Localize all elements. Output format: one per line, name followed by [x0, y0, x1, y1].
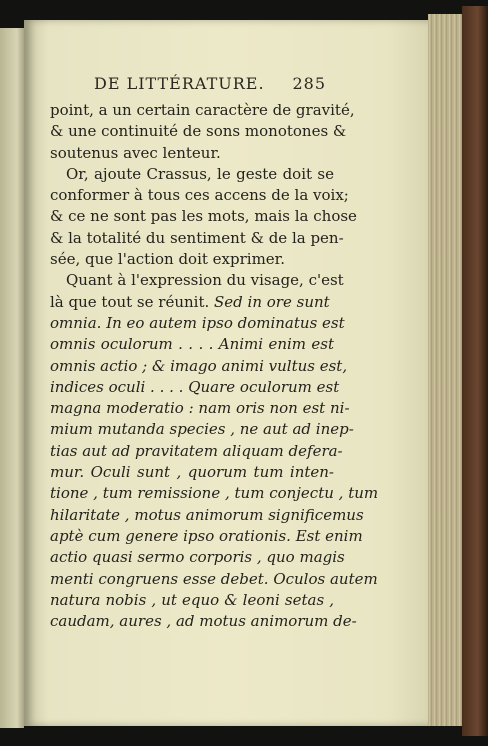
- roman-text: là que tout se réunit.: [50, 292, 210, 311]
- book-cover: [462, 6, 488, 736]
- latin-line: omnia. In eo autem ipso dominatus est: [50, 313, 345, 332]
- text-line: sée, que l'action doit exprimer.: [50, 250, 285, 269]
- latin-line: tione , tum remissione , tum conjectu , tum: [50, 484, 379, 503]
- page-text: [50, 100, 379, 632]
- running-header: [94, 74, 326, 98]
- text-line: conformer à tous ces accens de la voix;: [50, 186, 349, 205]
- latin-text: Sed in ore sunt: [214, 292, 330, 311]
- latin-line: omnis actio ; & imago animi vultus est,: [50, 356, 348, 375]
- latin-line: magna moderatio : nam oris non est ni-: [50, 399, 350, 418]
- text-line: point, a un certain caractère de gravité,: [50, 101, 355, 119]
- text-line: & une continuité de sons monotones &: [50, 122, 347, 141]
- running-title: DE LITTÉRATURE.: [94, 74, 265, 93]
- latin-line: aptè cum genere ipso orationis. Est enim: [50, 526, 363, 545]
- latin-line: caudam, aures , ad motus animorum de-: [50, 612, 357, 631]
- text-line: Or, ajoute Crassus, le geste doit se: [66, 164, 334, 183]
- latin-line: mium mutanda species , ne aut ad inep-: [50, 420, 354, 439]
- latin-line: omnis oculorum . . . . Animi enim est: [50, 335, 334, 354]
- text-line: [50, 292, 334, 313]
- latin-line: mur. Oculi sunt , quorum tum inten-: [50, 463, 334, 482]
- text-line: soutenus avec lenteur.: [50, 143, 221, 162]
- text-line: & ce ne sont pas les mots, mais la chose: [50, 207, 357, 226]
- text-line: & la totalité du sentiment & de la pen-: [50, 228, 344, 247]
- latin-line: natura nobis , ut equo & leoni setas ,: [50, 590, 334, 609]
- latin-line: hilaritate , motus animorum significemus: [50, 505, 364, 524]
- text-line: Quant à l'expression du visage, c'est: [66, 271, 344, 290]
- page-number: 285: [292, 74, 326, 93]
- left-page-edge: [0, 28, 24, 728]
- latin-line: actio quasi sermo corporis , quo magis: [50, 548, 345, 567]
- latin-line: menti congruens esse debet. Oculos autem: [50, 569, 378, 588]
- latin-line: tias aut ad pravitatem aliquam defera-: [50, 441, 343, 460]
- latin-line: indices oculi . . . . Quare oculorum est: [50, 377, 340, 396]
